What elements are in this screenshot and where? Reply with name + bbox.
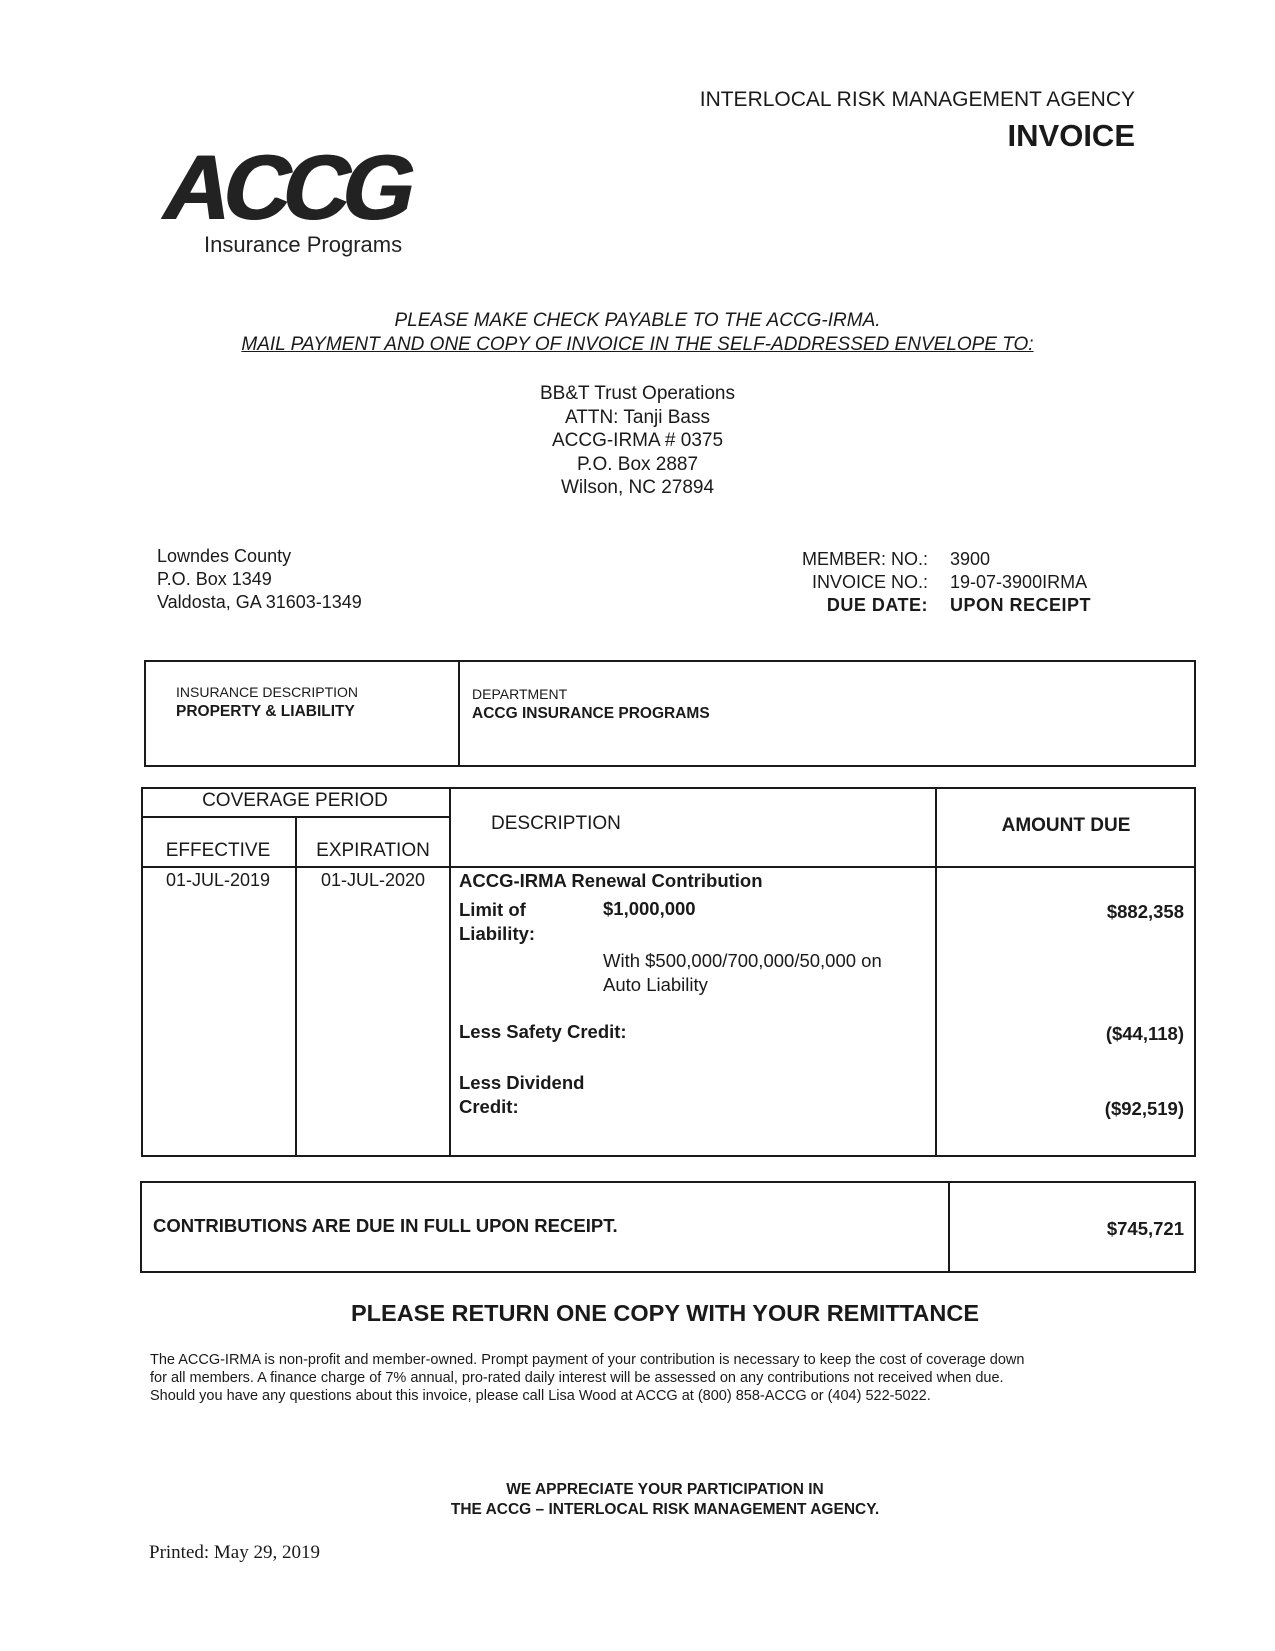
invoice-title: INVOICE: [1007, 118, 1135, 153]
department-value: ACCG INSURANCE PROGRAMS: [472, 705, 710, 722]
accg-logo: [155, 137, 448, 258]
due-in-full-notice: CONTRIBUTIONS ARE DUE IN FULL UPON RECEIPT.: [153, 1215, 618, 1236]
bill-to-address: [157, 545, 362, 614]
description-header: DESCRIPTION: [491, 813, 621, 834]
mail-payment-instruction: MAIL PAYMENT AND ONE COPY OF INVOICE IN THE SELF-ADDRESSED ENVELOPE TO:: [241, 334, 1034, 355]
member-number-value: 3900: [950, 549, 991, 569]
safety-credit-label: Less Safety Credit:: [459, 1021, 627, 1042]
insurance-description-value: PROPERTY & LIABILITY: [176, 703, 355, 720]
insurance-description-box: [144, 660, 1196, 767]
department-cell: [472, 686, 710, 723]
table-border-top: [141, 787, 1196, 789]
agency-name: INTERLOCAL RISK MANAGEMENT AGENCY: [699, 88, 1135, 111]
member-number-label: MEMBER: NO.:: [801, 549, 928, 569]
dividend-label-line: Less Dividend: [459, 1072, 585, 1093]
expiration-header: EXPIRATION: [316, 840, 430, 861]
auto-note-line: With $500,000/700,000/50,000 on: [603, 950, 882, 971]
appreciation-line: WE APPRECIATE YOUR PARTICIPATION IN: [506, 1481, 824, 1498]
check-payable-instruction: PLEASE MAKE CHECK PAYABLE TO THE ACCG-IRMA.: [394, 310, 881, 331]
effective-date: 01-JUL-2019: [165, 870, 271, 890]
fine-print: [150, 1351, 1160, 1405]
expiration-date: 01-JUL-2020: [320, 870, 426, 890]
bill-to-line: Lowndes County: [157, 546, 292, 566]
logo-subtitle: Insurance Programs: [204, 232, 403, 257]
renewal-item-title: ACCG-IRMA Renewal Contribution: [459, 870, 763, 891]
logo-mark: ACCG: [155, 137, 420, 239]
table-border-bottom: [141, 1155, 1196, 1157]
total-box-divider: [948, 1183, 950, 1271]
amount-due-header: AMOUNT DUE: [1001, 815, 1131, 836]
limit-of-liability-label: [459, 898, 535, 946]
appreciation-line: THE ACCG – INTERLOCAL RISK MANAGEMENT AGENCY.: [450, 1501, 880, 1518]
coverage-table: [141, 787, 1196, 1157]
auto-note-line: Auto Liability: [603, 974, 708, 995]
remit-line: ATTN: Tanji Bass: [564, 406, 710, 428]
printed-date: Printed: May 29, 2019: [149, 1542, 320, 1563]
dividend-credit-amount: ($92,519): [1104, 1098, 1184, 1119]
fine-print-line: for all members. A finance charge of 7% annual, pro-rated daily interest will be assessed on any contributions not received when due.: [150, 1370, 1004, 1386]
renewal-amount: $882,358: [1106, 901, 1184, 922]
coverage-period-header: COVERAGE PERIOD: [202, 790, 388, 811]
remit-line: ACCG-IRMA # 0375: [551, 430, 724, 451]
header-rule: [141, 866, 1196, 868]
fine-print-line: Should you have any questions about this invoice, please call Lisa Wood at ACCG at (800) 858-ACCG or (404) 522-5022.: [150, 1388, 931, 1404]
dividend-credit-label: [459, 1071, 584, 1119]
safety-credit-amount: ($44,118): [1105, 1023, 1184, 1044]
insurance-description-label: INSURANCE DESCRIPTION: [176, 684, 359, 700]
bill-to-line: P.O. Box 1349: [157, 569, 272, 589]
due-date-value: UPON RECEIPT: [950, 595, 1092, 615]
appreciation-message: [0, 1480, 1275, 1520]
remit-line: BB&T Trust Operations: [539, 383, 735, 404]
invoice-number-value: 19-07-3900IRMA: [950, 572, 1088, 592]
fine-print-line: The ACCG-IRMA is non-profit and member-owned. Prompt payment of your contribution is necessary to keep the cost of coverage down: [150, 1352, 1025, 1368]
bill-to-line: Valdosta, GA 31603-1349: [157, 592, 362, 612]
auto-liability-note: [603, 949, 882, 997]
due-date-label: DUE DATE:: [826, 595, 928, 615]
effective-header: EFFECTIVE: [165, 840, 271, 861]
dividend-label-line: Credit:: [459, 1096, 519, 1117]
total-amount: $745,721: [1106, 1218, 1184, 1239]
department-label: DEPARTMENT: [472, 686, 568, 702]
col-divider-description: [449, 787, 451, 1157]
total-box: [140, 1181, 1196, 1273]
remit-address: [0, 382, 1275, 500]
remit-line: P.O. Box 2887: [576, 453, 699, 475]
col-divider-amount: [935, 787, 937, 1157]
insurance-description-cell: [176, 684, 358, 721]
limit-of-liability-value: $1,000,000: [603, 898, 696, 919]
invoice-meta: [700, 548, 1091, 617]
invoice-number-label: INVOICE NO.:: [811, 572, 928, 592]
limit-label-line: Liability:: [459, 923, 536, 944]
return-copy-notice: PLEASE RETURN ONE COPY WITH YOUR REMITTANCE: [350, 1300, 980, 1326]
remit-line: Wilson, NC 27894: [560, 477, 715, 498]
coverage-period-rule: [141, 816, 451, 818]
table-border-right: [1194, 787, 1196, 1157]
insurance-box-divider: [458, 662, 460, 765]
limit-label-line: Limit of: [459, 899, 526, 920]
